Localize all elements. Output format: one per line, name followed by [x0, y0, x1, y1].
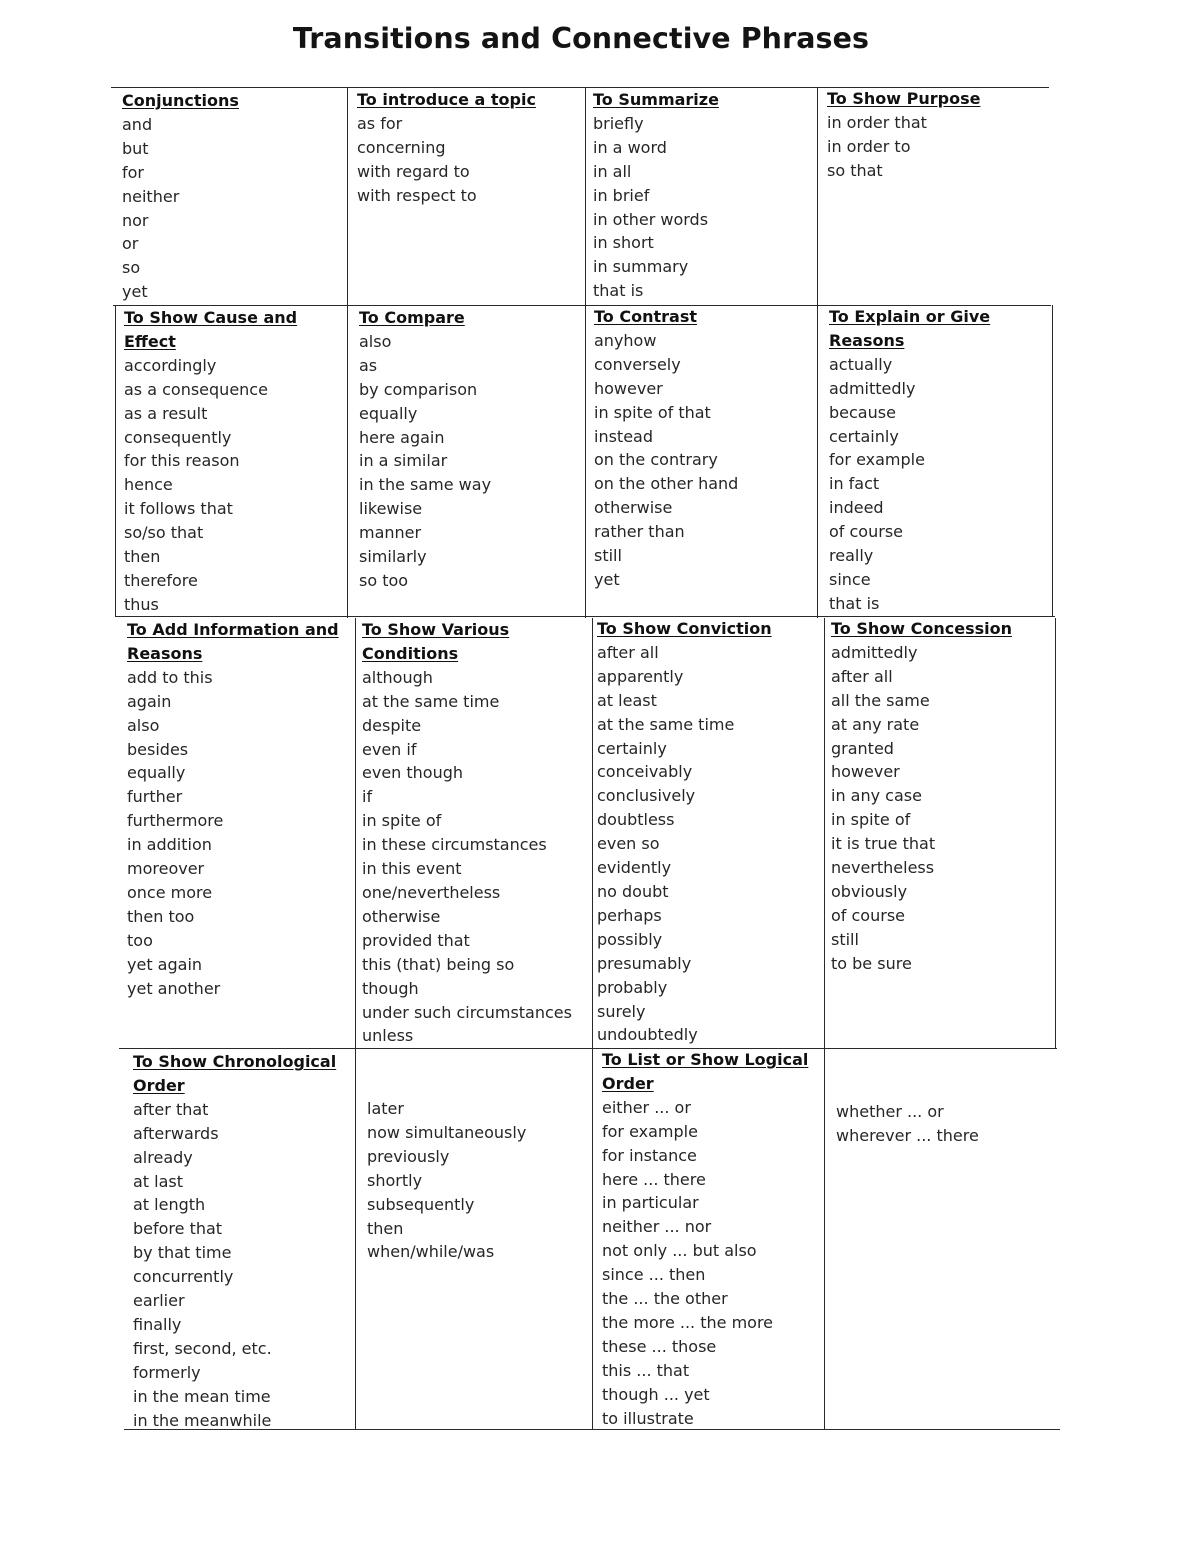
phrase-item: although [362, 667, 433, 687]
phrase-item: or [122, 234, 139, 254]
table-rule-left-edge [115, 305, 116, 617]
cell-compare [359, 306, 579, 593]
phrase-item: still [831, 929, 859, 949]
phrase-item: in order to [827, 136, 911, 156]
phrase-item: and [122, 114, 153, 134]
phrase-item: it follows that [124, 499, 233, 519]
phrase-item: then too [127, 906, 195, 926]
phrase-item: not only ... but also [602, 1241, 757, 1261]
phrase-item: so that [827, 160, 883, 180]
phrase-item: doubtless [597, 810, 675, 830]
phrase-item: hence [124, 475, 173, 495]
phrase-item: equally [127, 763, 186, 783]
phrase-item: concurrently [133, 1267, 234, 1287]
phrase-item: the ... the other [602, 1289, 728, 1309]
phrase-item: thus [124, 594, 159, 614]
cell-conjunctions [122, 89, 342, 304]
phrase-item: since [829, 569, 871, 589]
phrase-item: otherwise [594, 498, 673, 518]
phrase-item: these ... those [602, 1336, 717, 1356]
phrase-item: granted [831, 738, 894, 758]
phrase-item: that is [593, 281, 644, 301]
phrase-item: so/so that [124, 523, 204, 543]
phrase-item: afterwards [133, 1123, 219, 1143]
phrase-item: here again [359, 427, 445, 447]
phrase-item: so too [359, 570, 409, 590]
phrase-item: already [133, 1147, 193, 1167]
phrase-item: by comparison [359, 379, 478, 399]
phrase-item: even though [362, 763, 464, 783]
phrase-item: here ... there [602, 1169, 706, 1189]
phrase-item: later [367, 1099, 404, 1118]
phrase-item: provided that [362, 930, 470, 950]
phrase-item: in spite of [831, 810, 911, 830]
cell-heading: To introduce a topic [357, 90, 536, 109]
phrase-item: first, second, etc. [133, 1338, 272, 1358]
phrase-item: no doubt [597, 881, 669, 901]
phrase-item: this ... that [602, 1360, 690, 1380]
phrase-item: if [362, 787, 373, 807]
phrase-item: in spite of [362, 811, 442, 831]
cell-heading: Conditions [362, 643, 459, 663]
cell-explain-reasons [829, 305, 1049, 616]
cell-heading: To Explain or Give [829, 307, 991, 326]
phrase-item: in spite of that [594, 402, 711, 422]
phrase-item: with respect to [357, 185, 477, 205]
phrase-item: nor [122, 210, 149, 230]
cell-heading: To Contrast [594, 307, 697, 326]
phrase-item: consequently [124, 427, 232, 447]
table-rule-v1 [347, 87, 348, 618]
phrase-item: even if [362, 739, 417, 759]
phrase-item: apparently [597, 666, 684, 686]
phrase-item: as [359, 355, 378, 375]
phrase-item: in fact [829, 474, 880, 494]
phrase-item: similarly [359, 547, 427, 567]
phrase-item: one/nevertheless [362, 882, 501, 902]
phrase-item: in any case [831, 786, 922, 806]
phrase-item: with regard to [357, 161, 470, 181]
cell-heading: Conjunctions [122, 91, 239, 110]
phrase-item: in particular [602, 1193, 699, 1213]
table-rule-v2 [585, 87, 586, 618]
phrase-item: before that [133, 1219, 223, 1239]
phrase-item: certainly [597, 738, 667, 758]
phrase-item: surely [597, 1001, 646, 1021]
cell-chronological-cont [367, 1097, 592, 1264]
phrase-item: too [127, 930, 153, 950]
phrase-item: again [127, 691, 172, 711]
cell-contrast [594, 305, 814, 592]
phrase-item: anyhow [594, 330, 657, 350]
phrase-item: presumably [597, 953, 692, 973]
phrase-item: possibly [597, 929, 663, 949]
cell-heading: Order [133, 1075, 185, 1095]
phrase-item: evidently [597, 858, 672, 878]
phrase-item: in the mean time [133, 1386, 271, 1406]
phrase-item: conceivably [597, 762, 693, 782]
phrase-item: but [122, 138, 149, 158]
phrase-item: also [127, 715, 160, 735]
phrase-item: for this reason [124, 451, 240, 471]
cell-heading: To Show Cause and Effect [124, 308, 298, 351]
phrase-item: at the same time [362, 691, 500, 711]
phrase-item: despite [362, 715, 422, 735]
phrase-item: earlier [133, 1291, 185, 1311]
phrase-item: yet another [127, 978, 221, 998]
phrase-item: as for [357, 113, 403, 133]
phrase-item: admittedly [829, 378, 916, 398]
phrase-item: in addition [127, 835, 212, 855]
phrase-item: this (that) being so [362, 954, 515, 974]
cell-chronological [133, 1050, 358, 1433]
phrase-item: in summary [593, 257, 689, 277]
phrase-item: otherwise [362, 906, 441, 926]
phrase-item: by that time [133, 1243, 232, 1263]
phrase-item: yet [122, 282, 148, 302]
phrase-item: perhaps [597, 905, 662, 925]
phrase-item: manner [359, 523, 422, 543]
cell-heading: To Show Conviction [597, 619, 772, 638]
phrase-item: rather than [594, 522, 685, 542]
phrase-item: on the other hand [594, 474, 739, 494]
phrase-item: yet again [127, 954, 203, 974]
phrase-item: even so [597, 834, 660, 854]
phrase-item: in brief [593, 185, 650, 205]
phrase-item: likewise [359, 499, 423, 519]
phrase-item: at the same time [597, 714, 735, 734]
phrase-item: as a result [124, 403, 208, 423]
phrase-item: certainly [829, 426, 899, 446]
phrase-item: it is true that [831, 834, 936, 854]
phrase-item: in this event [362, 859, 462, 879]
phrase-item: neither [122, 186, 180, 206]
cell-add-information [127, 618, 352, 1001]
phrase-item: though ... yet [602, 1384, 710, 1404]
phrase-item: instead [594, 426, 653, 446]
phrase-item: previously [367, 1146, 450, 1166]
cell-heading: Reasons [829, 330, 905, 350]
cell-concession [831, 617, 1056, 976]
phrase-item: after all [597, 642, 659, 662]
phrase-item: to be sure [831, 953, 912, 973]
cell-logical-order [602, 1048, 827, 1431]
phrase-item: in short [593, 233, 654, 253]
phrase-item: in other words [593, 209, 709, 229]
cell-heading: To Show Concession [831, 619, 1012, 638]
phrase-item: nevertheless [831, 858, 935, 878]
phrase-item: in a similar [359, 451, 448, 471]
cell-show-purpose [827, 87, 1047, 183]
phrase-item: subsequently [367, 1194, 475, 1214]
phrase-item: on the contrary [594, 450, 718, 470]
phrase-item: after that [133, 1099, 209, 1119]
phrase-item: in order that [827, 112, 927, 132]
phrase-item: admittedly [831, 642, 918, 662]
phrase-item: though [362, 978, 419, 998]
phrase-item: actually [829, 354, 893, 374]
phrase-item: undoubtedly [597, 1025, 698, 1045]
phrase-item: neither ... nor [602, 1217, 712, 1237]
cell-heading: Order [602, 1073, 654, 1093]
phrase-item: at last [133, 1171, 184, 1191]
phrase-item: equally [359, 403, 418, 423]
phrase-item: also [359, 331, 392, 351]
phrase-item: in the same way [359, 475, 492, 495]
phrase-item: finally [133, 1314, 182, 1334]
cell-logical-order-cont [836, 1100, 1061, 1148]
phrase-item: however [594, 378, 663, 398]
phrase-item: in these circumstances [362, 835, 547, 855]
phrase-item: the more ... the more [602, 1312, 774, 1332]
phrase-item: once more [127, 882, 213, 902]
phrase-item: add to this [127, 667, 213, 687]
phrase-item: for example [829, 450, 925, 470]
phrase-item: at any rate [831, 714, 920, 734]
phrase-item: formerly [133, 1362, 201, 1382]
phrase-item: wherever ... there [836, 1125, 979, 1145]
phrase-item: still [594, 546, 622, 566]
table-rule-v2b [592, 618, 593, 1430]
phrase-item: accordingly [124, 355, 217, 375]
phrase-item: to illustrate [602, 1408, 694, 1428]
cell-heading: To Show Purpose [827, 89, 981, 108]
phrase-item: further [127, 787, 183, 807]
phrase-item: therefore [124, 570, 198, 590]
phrase-item: so [122, 258, 141, 278]
cell-heading: To Add Information and [127, 620, 339, 639]
phrase-item: unless [362, 1026, 414, 1046]
phrase-item: as a consequence [124, 379, 268, 399]
phrase-item: shortly [367, 1170, 423, 1190]
phrase-item: of course [829, 522, 903, 542]
cell-summarize [593, 88, 813, 303]
phrase-item: for example [602, 1121, 698, 1141]
phrase-item: furthermore [127, 811, 224, 831]
phrase-item: however [831, 762, 900, 782]
phrase-item: besides [127, 739, 189, 759]
phrase-item: now simultaneously [367, 1122, 527, 1142]
phrase-item: concerning [357, 137, 446, 157]
cell-introduce-topic [357, 88, 577, 208]
phrase-item: all the same [831, 690, 930, 710]
phrase-item: at least [597, 690, 657, 710]
phrase-item: after all [831, 666, 893, 686]
phrase-item: then [124, 547, 161, 567]
phrase-item: indeed [829, 498, 884, 518]
phrase-item: in a word [593, 137, 667, 157]
phrase-item: that is [829, 593, 880, 613]
phrase-item: briefly [593, 113, 644, 133]
phrase-item: really [829, 546, 874, 566]
table-rule-row4 [119, 1048, 1057, 1049]
cell-heading: To Show Various [362, 620, 510, 639]
page-title: Transitions and Connective Phrases [292, 22, 870, 55]
phrase-item: for instance [602, 1145, 697, 1165]
phrase-item: under such circumstances [362, 1002, 572, 1022]
phrase-item: whether ... or [836, 1102, 944, 1121]
cell-heading: To Summarize [593, 90, 719, 109]
phrase-item: of course [831, 905, 905, 925]
table-rule-v3 [817, 87, 818, 618]
phrase-item: because [829, 402, 896, 422]
phrase-item: either ... or [602, 1097, 691, 1117]
phrase-item: then [367, 1218, 404, 1238]
table-rule-right-edge [1052, 305, 1053, 617]
phrase-item: conversely [594, 354, 681, 374]
phrase-item: in all [593, 161, 632, 181]
phrase-item: moreover [127, 859, 205, 879]
cell-heading: To Compare [359, 308, 465, 327]
cell-heading: To Show Chronological [133, 1052, 337, 1071]
phrase-item: since ... then [602, 1265, 706, 1285]
cell-cause-effect [124, 306, 344, 617]
cell-various-conditions [362, 618, 587, 1048]
phrase-item: at length [133, 1195, 206, 1215]
cell-heading: Reasons [127, 643, 203, 663]
phrase-item: conclusively [597, 786, 696, 806]
cell-heading: To List or Show Logical [602, 1050, 809, 1069]
phrase-item: probably [597, 977, 668, 997]
phrase-item: when/while/was [367, 1242, 495, 1262]
cell-conviction [597, 617, 822, 1047]
phrase-item: obviously [831, 881, 908, 901]
phrase-item: yet [594, 569, 620, 589]
phrase-item: for [122, 162, 144, 182]
phrase-item: in the meanwhile [133, 1410, 272, 1430]
